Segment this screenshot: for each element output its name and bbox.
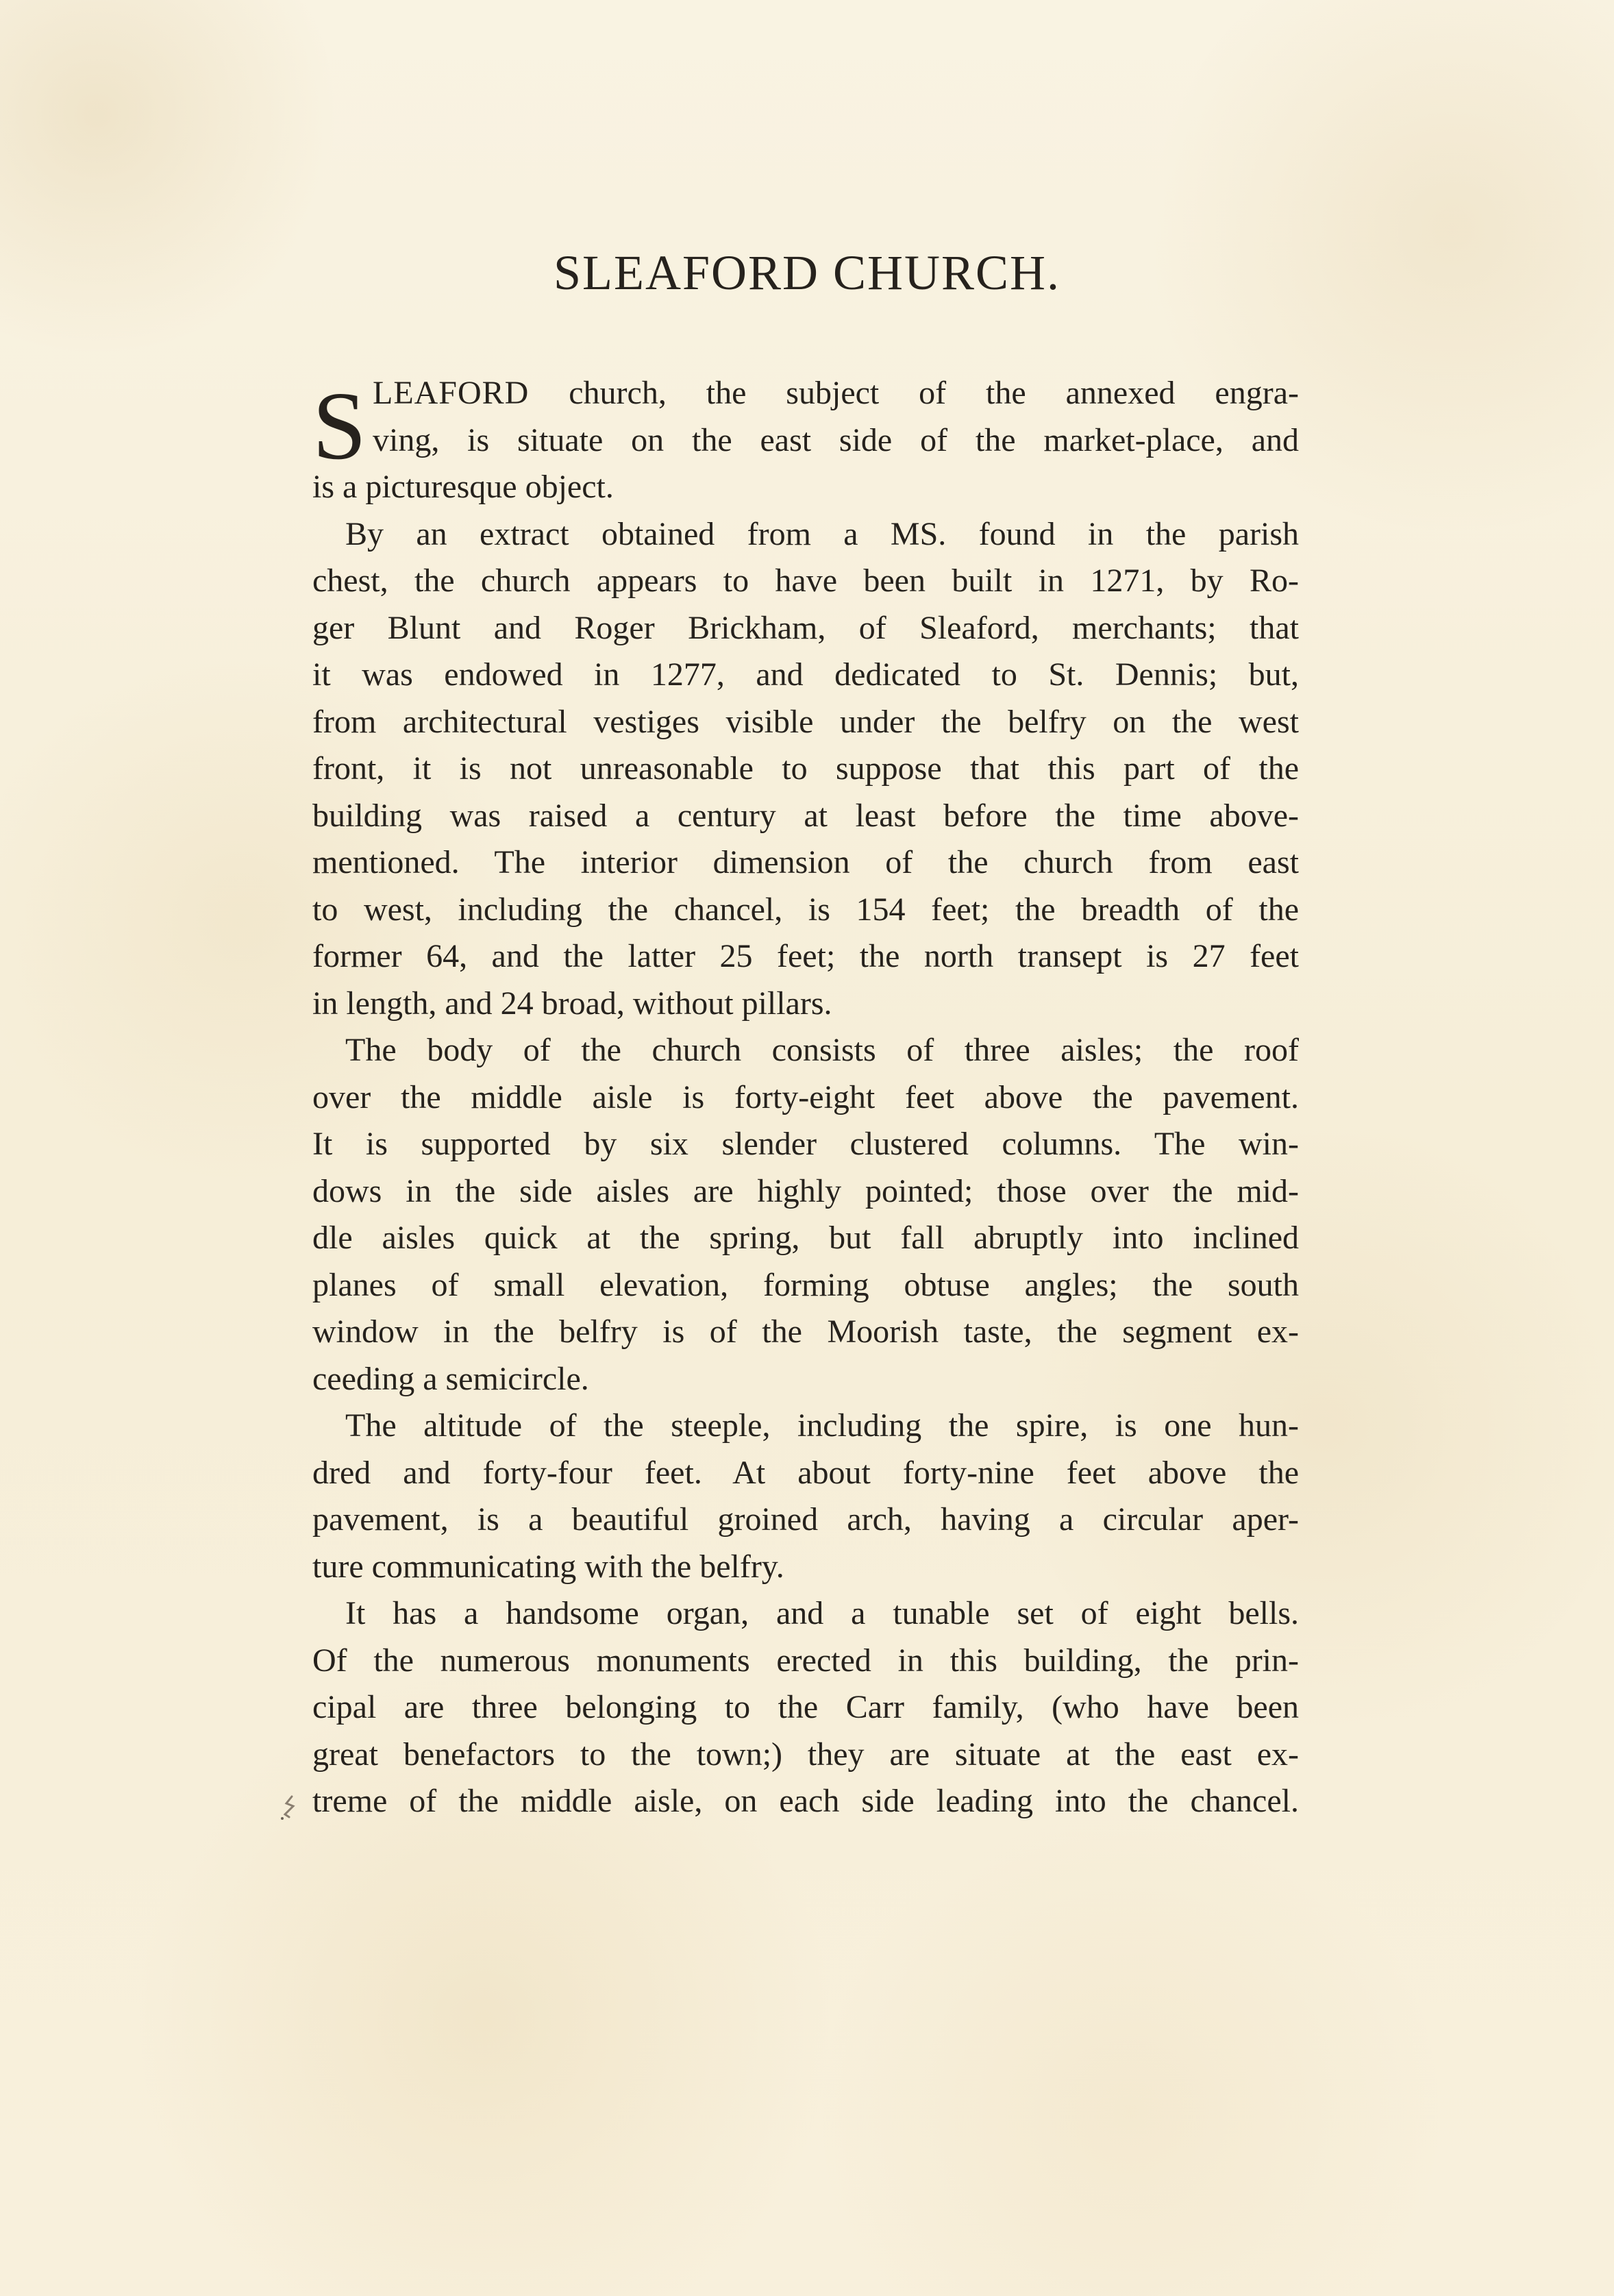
paragraph-line: Of the numerous monuments erected in this building, the prin-	[312, 1642, 1299, 1679]
paragraph-line: great benefactors to the town;) they are situate at the east ex-	[312, 1736, 1299, 1773]
paragraph-2	[312, 511, 1299, 1028]
paragraph-line	[312, 370, 1299, 417]
paragraph-line: The altitude of the steeple, including the spire, is one hun-	[345, 1407, 1299, 1444]
paragraph-line: from architectural vestiges visible under the belfry on the west	[312, 703, 1299, 740]
paragraph-line: It is supported by six slender clustered columns. The win-	[312, 1126, 1299, 1162]
paragraph-line: over the middle aisle is forty-eight feet above the pavement.	[312, 1078, 1299, 1115]
paragraph-line: It has a handsome organ, and a tunable set of eight bells.	[345, 1595, 1299, 1631]
first-word: LEAFORD	[373, 375, 530, 411]
paragraph-line: to west, including the chancel, is 154 feet; the breadth of the	[312, 891, 1299, 928]
paragraph-line: dows in the side aisles are highly pointed; those over the mid-	[312, 1172, 1299, 1209]
paragraph-line: ture communicating with the belfry.	[312, 1548, 784, 1585]
paragraph-line: front, it is not unreasonable to suppose that this part of the	[312, 750, 1299, 787]
page-title: SLEAFORD CHURCH.	[553, 245, 1061, 300]
paragraph-line: is a picturesque object.	[312, 469, 614, 505]
body-text	[312, 370, 1299, 1825]
paragraph-line: The body of the church consists of three aisles; the roof	[345, 1032, 1299, 1068]
drop-cap: S	[312, 371, 367, 480]
paragraph-5	[312, 1590, 1299, 1825]
paragraph-1	[312, 370, 1299, 511]
paragraph-line: chest, the church appears to have been built in 1271, by Ro-	[312, 563, 1299, 599]
paragraph-line: dle aisles quick at the spring, but fall abruptly into inclined	[312, 1220, 1299, 1256]
ink-mark-icon	[278, 1794, 303, 1821]
paragraph-3	[312, 1027, 1299, 1403]
paragraph-line: pavement, is a beautiful groined arch, having a circular aper-	[312, 1501, 1299, 1538]
paragraph-line: planes of small elevation, forming obtuse angles; the south	[312, 1266, 1299, 1303]
paragraph-line: window in the belfry is of the Moorish taste, the segment ex-	[312, 1313, 1299, 1350]
line-text: church, the subject of the annexed engra-	[529, 375, 1299, 411]
paragraph-line: By an extract obtained from a MS. found in the parish	[345, 515, 1299, 552]
paragraph-line: cipal are three belonging to the Carr family, (who have been	[312, 1689, 1299, 1725]
paragraph-line: it was endowed in 1277, and dedicated to St. Dennis; but,	[312, 656, 1299, 693]
paragraph-line: ger Blunt and Roger Brickham, of Sleaford, merchants; that	[312, 609, 1299, 646]
paragraph-line: ving, is situate on the east side of the market-place, and	[373, 421, 1299, 458]
paragraph-line: ceeding a semicircle.	[312, 1360, 589, 1397]
paragraph-line: mentioned. The interior dimension of the church from east	[312, 844, 1299, 880]
paragraph-line: dred and forty-four feet. At about forty-nine feet above the	[312, 1454, 1299, 1491]
paragraph-line: building was raised a century at least before the time above-	[312, 797, 1299, 834]
paragraph-4	[312, 1403, 1299, 1590]
paragraph-line: former 64, and the latter 25 feet; the north transept is 27 feet	[312, 938, 1299, 974]
paragraph-line: treme of the middle aisle, on each side leading into the chancel.	[312, 1783, 1299, 1819]
paragraph-line: in length, and 24 broad, without pillars.	[312, 985, 832, 1022]
